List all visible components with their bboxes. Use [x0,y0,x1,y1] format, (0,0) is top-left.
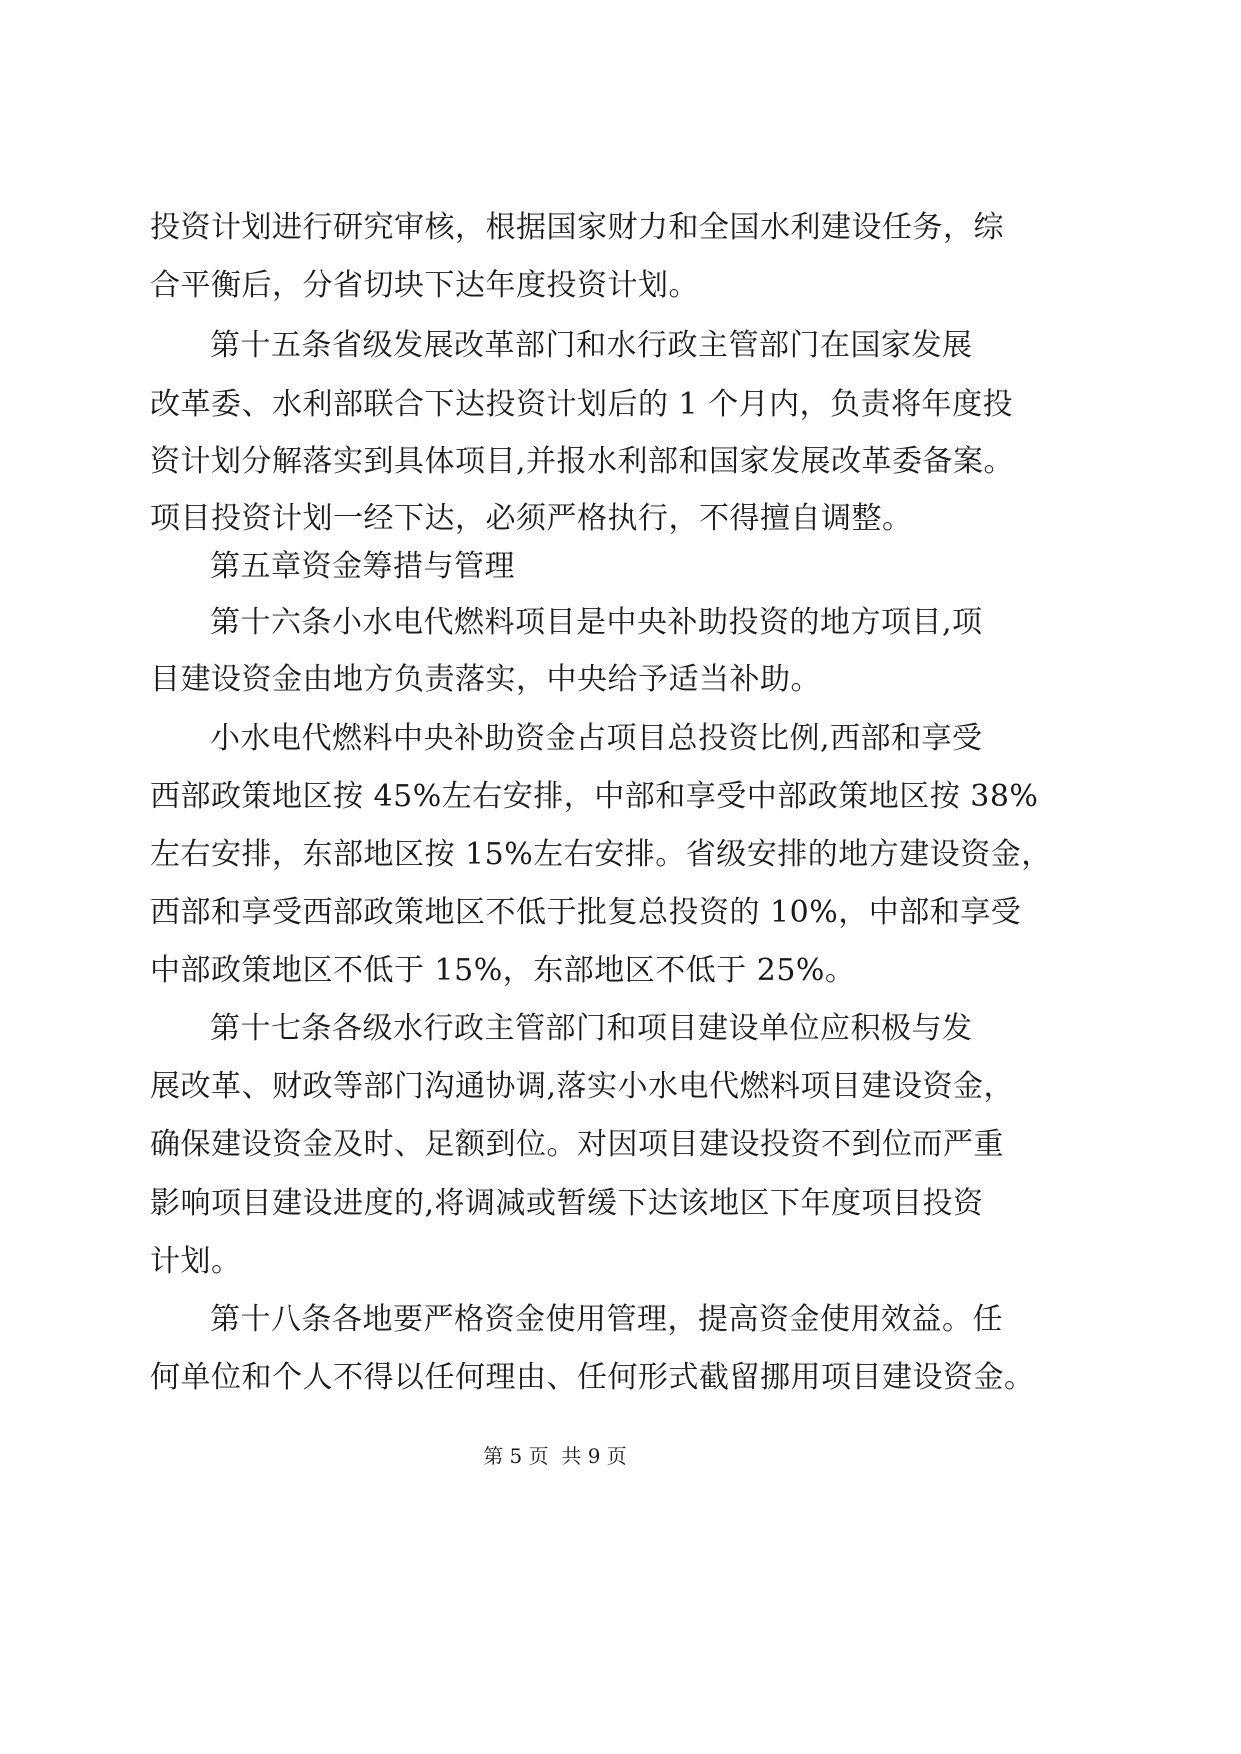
subsidy-para-line-3: 左右安排，东部地区按 15%左右安排。省级安排的地方建设资金， [150,837,1052,872]
article-17-line-2: 展改革、财政等部门沟通协调,落实小水电代燃料项目建设资金， [150,1069,1015,1104]
article-15-line-1: 第十五条省级发展改革部门和水行政主管部门在国家发展 [210,328,973,363]
article-17-line-4: 影响项目建设进度的,将调减或暂缓下达该地区下年度项目投资 [150,1186,984,1221]
article-17-line-3: 确保建设资金及时、足额到位。对因项目建设投资不到位而严重 [150,1127,1004,1162]
article-15-line-3: 资计划分解落实到具体项目,并报水利部和国家发展改革委备案。 [150,444,1015,479]
page-number-footer: 第 5 页 共 9 页 [483,1444,627,1468]
subsidy-para-line-5: 中部政策地区不低于 15%，东部地区不低于 25%。 [150,953,856,988]
subsidy-para-line-1: 小水电代燃料中央补助资金占项目总投资比例,西部和享受 [210,721,983,756]
article-17-line-5: 计划。 [150,1244,242,1279]
chapter-5-heading: 第五章资金筹措与管理 [210,549,515,584]
article-16-line-1: 第十六条小水电代燃料项目是中央补助投资的地方项目,项 [210,605,983,640]
article-18-line-2: 何单位和个人不得以任何理由、任何形式截留挪用项目建设资金。 [150,1360,1035,1395]
article-16-line-2: 目建设资金由地方负责落实，中央给予适当补助。 [150,662,821,697]
subsidy-para-line-2: 西部政策地区按 45%左右安排，中部和享受中部政策地区按 38% [150,779,1039,814]
body-line-2: 合平衡后，分省切块下达年度投资计划。 [150,268,699,303]
article-17-line-1: 第十七条各级水行政主管部门和项目建设单位应积极与发 [210,1011,973,1046]
article-18-line-1: 第十八条各地要严格资金使用管理，提高资金使用效益。任 [210,1302,1003,1337]
body-line-1: 投资计划进行研究审核，根据国家财力和全国水利建设任务，综 [150,210,1004,245]
article-15-line-4: 项目投资计划一经下达，必须严格执行，不得擅自调整。 [150,501,913,536]
subsidy-para-line-4: 西部和享受西部政策地区不低于批复总投资的 10%，中部和享受 [150,895,1022,930]
article-15-line-2: 改革委、水利部联合下达投资计划后的 1 个月内，负责将年度投 [150,387,1014,422]
